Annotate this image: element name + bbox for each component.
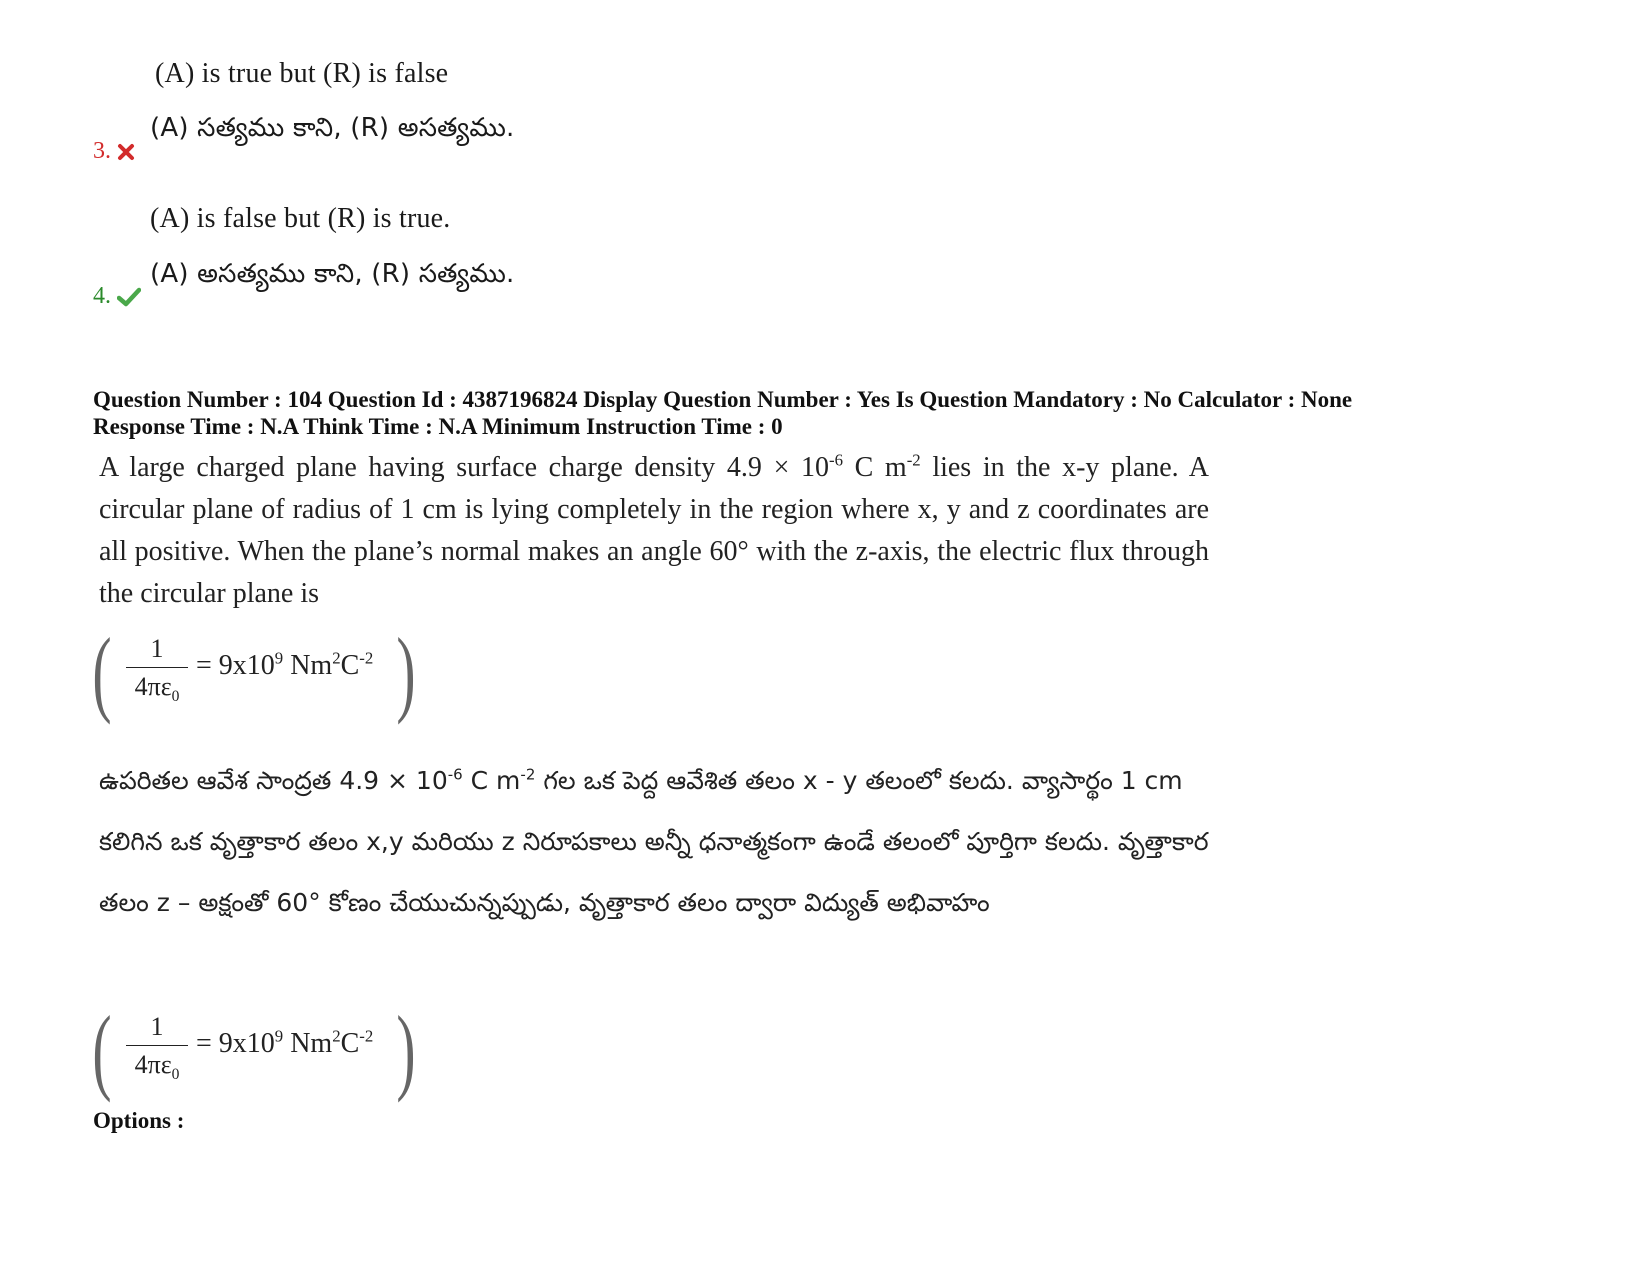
rhs-part: Nm bbox=[283, 1028, 333, 1059]
exponent: 9 bbox=[274, 1026, 284, 1046]
fraction-numerator: 1 bbox=[150, 634, 164, 663]
right-paren: ) bbox=[396, 618, 416, 725]
question-meta-line1: Question Number : 104 Question Id : 4387196824 Display Question Number : Yes Is Question Mandatory : No Calculator : None bbox=[93, 387, 1353, 412]
option-number: 4. bbox=[93, 283, 111, 309]
formula-constant-english bbox=[92, 618, 420, 725]
option-number: 3. bbox=[93, 138, 111, 164]
q-text-part: A large charged plane having surface charge density 4.9 × 10 bbox=[99, 452, 829, 483]
option-4-telugu: (A) అసత్యము కాని, (R) సత్యము. bbox=[150, 259, 515, 289]
option-4-english: (A) is false but (R) is true. bbox=[150, 203, 451, 234]
exponent: -6 bbox=[829, 450, 843, 470]
exponent: 2 bbox=[332, 1026, 341, 1046]
fraction bbox=[126, 634, 188, 706]
option-4-marker bbox=[93, 283, 141, 310]
formula-rhs bbox=[196, 1028, 373, 1060]
rhs-part: Nm bbox=[283, 650, 333, 681]
q-text-part: C m bbox=[842, 452, 907, 483]
check-icon bbox=[117, 287, 141, 307]
fraction bbox=[126, 1012, 188, 1084]
exponent: 9 bbox=[274, 648, 284, 668]
subscript: 0 bbox=[171, 688, 180, 706]
left-paren: ( bbox=[92, 618, 112, 725]
question-text-english bbox=[99, 447, 1209, 615]
fraction-denominator bbox=[126, 672, 188, 706]
q-text-part: C m bbox=[462, 766, 521, 795]
left-paren: ( bbox=[92, 996, 112, 1103]
exponent: -2 bbox=[359, 1026, 374, 1046]
denominator-text: 4πε bbox=[134, 1050, 172, 1079]
denominator-text: 4πε bbox=[134, 672, 172, 701]
exponent: 2 bbox=[332, 648, 341, 668]
right-paren: ) bbox=[396, 996, 416, 1103]
question-text-telugu bbox=[99, 750, 1219, 933]
formula-rhs bbox=[196, 650, 373, 682]
option-3-english: (A) is true but (R) is false bbox=[155, 58, 449, 89]
fraction-bar bbox=[126, 1045, 188, 1046]
fraction-numerator: 1 bbox=[150, 1012, 164, 1041]
options-label: Options : bbox=[93, 1108, 185, 1133]
exponent: -2 bbox=[520, 765, 536, 784]
question-meta-line2: Response Time : N.A Think Time : N.A Minimum Instruction Time : 0 bbox=[93, 414, 783, 439]
formula-constant-telugu bbox=[92, 996, 420, 1103]
rhs-part: = 9x10 bbox=[196, 650, 275, 681]
fraction-denominator bbox=[126, 1050, 188, 1084]
rhs-part: = 9x10 bbox=[196, 1028, 275, 1059]
exponent: -2 bbox=[359, 648, 374, 668]
option-3-marker bbox=[93, 138, 135, 165]
option-3-telugu: (A) సత్యము కాని, (R) అసత్యము. bbox=[150, 113, 515, 143]
exponent: -2 bbox=[906, 450, 921, 470]
exponent: -6 bbox=[447, 765, 463, 784]
subscript: 0 bbox=[171, 1066, 180, 1084]
q-text-part: ఉపరితల ఆవేశ సాంద్రత 4.9 × 10 bbox=[99, 766, 448, 795]
fraction-bar bbox=[126, 667, 188, 668]
rhs-part: C bbox=[340, 650, 360, 681]
q-text-part: గల ఒక పెద్ద ఆవేశిత తలం x - y తలంలో కలదు. వ్యాసార్థం 1 cm కలిగిన ఒక వృత్తాకార తలం x,y మరియు z నిరూపకాలు అన్నీ ధనాత్మకంగా ఉండే తలంలో పూర్తిగా కలదు. వృత్తాకార తలం z – అక్షంతో 60° కోణం చేయుచున్నప్పుడు, వృత్తాకార తలం ద్వారా విద్యుత్ అభివాహం bbox=[99, 766, 1209, 917]
rhs-part: C bbox=[340, 1028, 360, 1059]
q-text-part: lies in the x-y plane. A circular plane of radius of 1 cm is lying completely in the region where x, y and z coordinates are all positive. When the plane’s normal makes an angle 60° with the z-axis, the electric flux through the circular plane is bbox=[99, 452, 1209, 609]
cross-icon bbox=[117, 143, 135, 161]
